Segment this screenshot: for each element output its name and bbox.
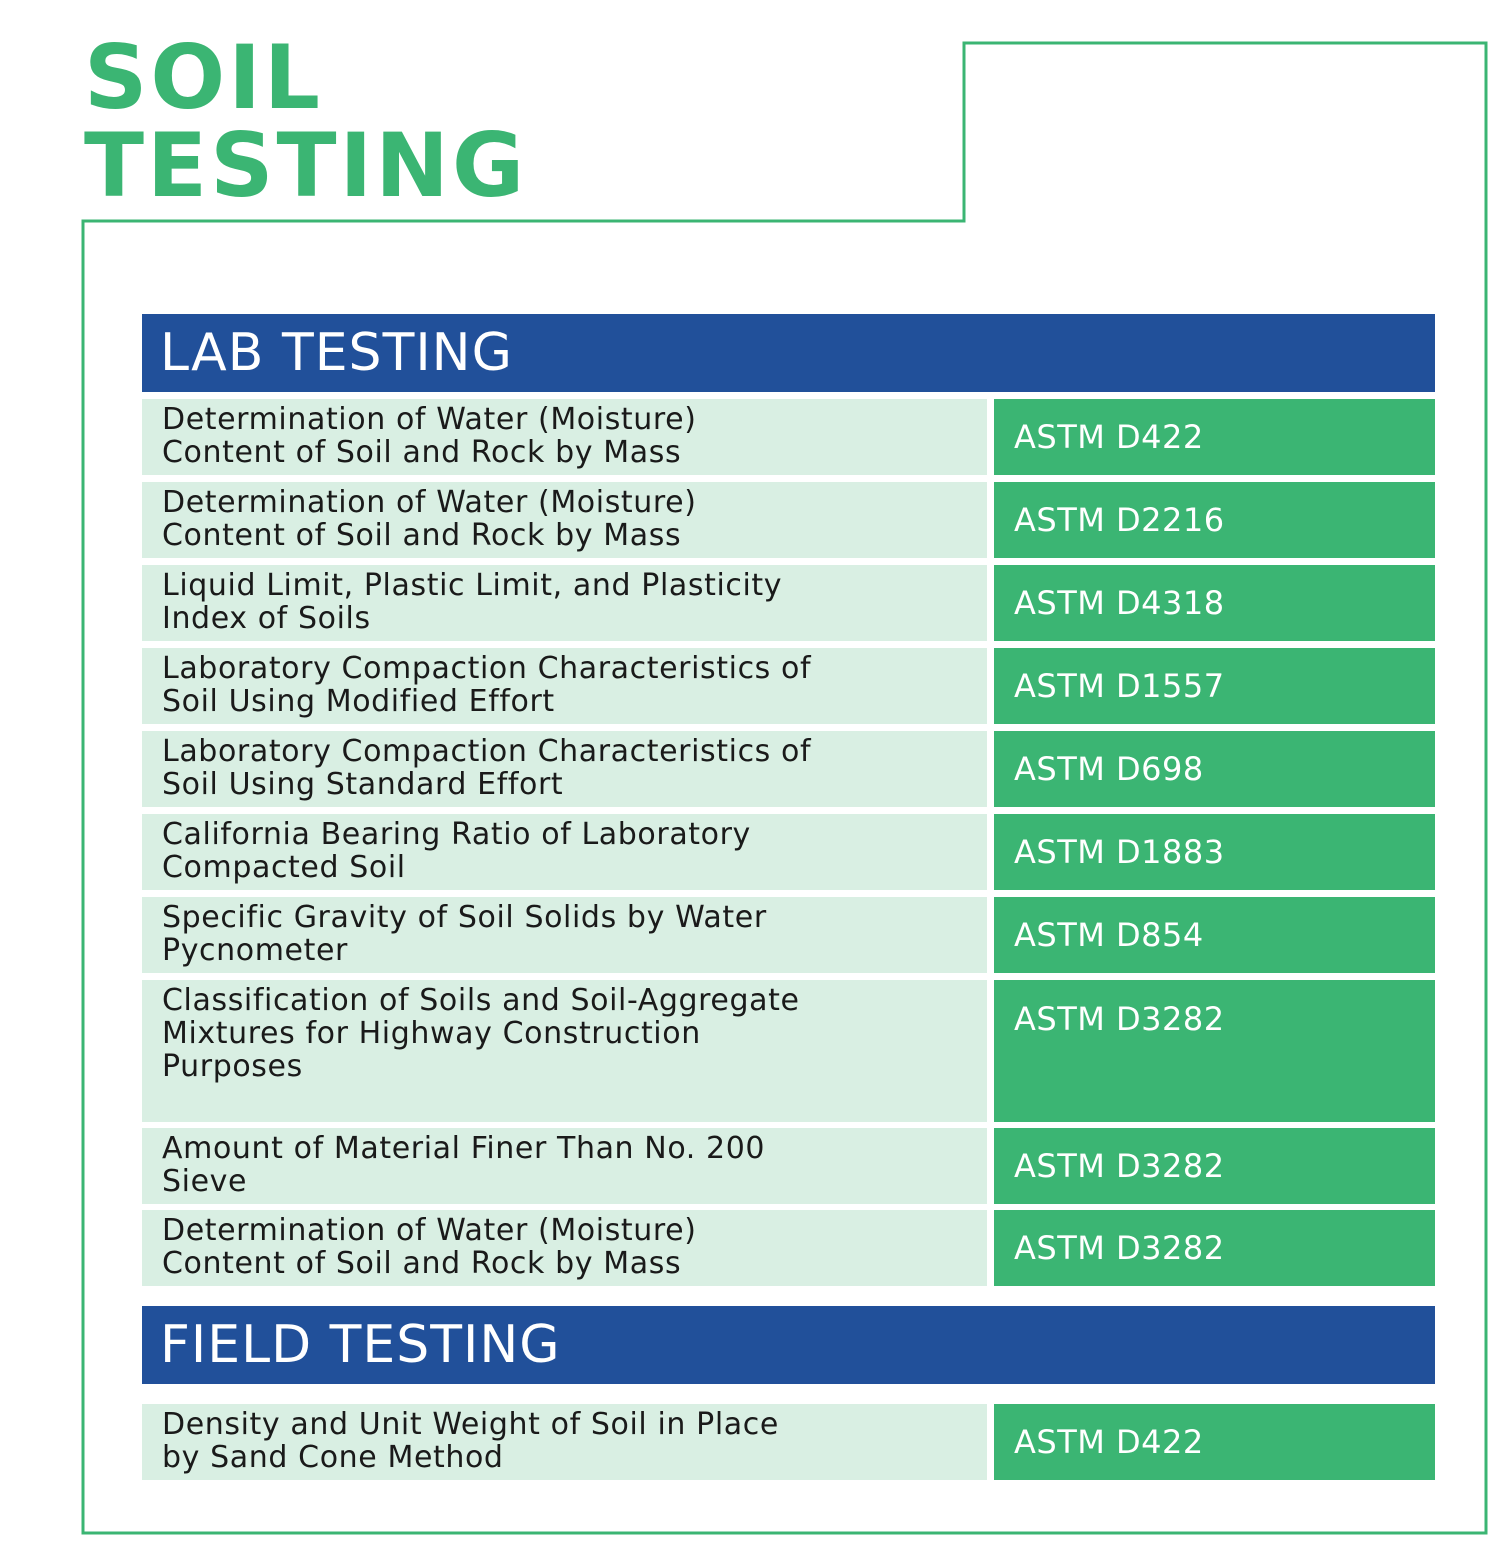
test-description-text: Laboratory Compaction Characteristics of Soil Using Modified Effort [162, 651, 812, 719]
test-description [142, 1404, 987, 1480]
astm-code: ASTM D422 [994, 1404, 1435, 1480]
table-row [142, 1404, 1435, 1480]
table-row [142, 731, 1435, 807]
test-description-text: Specific Gravity of Soil Solids by Water Pycnometer [162, 900, 767, 968]
test-description-text: Determination of Water (Moisture) Content of Soil and Rock by Mass [162, 485, 697, 553]
title-line-2: TESTING [84, 114, 528, 217]
test-description [142, 731, 987, 807]
astm-code: ASTM D698 [994, 731, 1435, 807]
test-description-text: Density and Unit Weight of Soil in Place by Sand Cone Method [162, 1407, 779, 1475]
table-row [142, 814, 1435, 890]
test-description [142, 565, 987, 641]
astm-code: ASTM D854 [994, 897, 1435, 973]
astm-code: ASTM D3282 [994, 1128, 1435, 1204]
table-row [142, 399, 1435, 475]
astm-code: ASTM D1883 [994, 814, 1435, 890]
astm-code: ASTM D422 [994, 399, 1435, 475]
table-row [142, 565, 1435, 641]
test-description [142, 897, 987, 973]
astm-code: ASTM D4318 [994, 565, 1435, 641]
table-row [142, 482, 1435, 558]
test-description-text: Determination of Water (Moisture) Content of Soil and Rock by Mass [162, 1213, 697, 1281]
test-description [142, 1210, 987, 1286]
field-testing-heading: FIELD TESTING [142, 1306, 1435, 1384]
test-description-text: Classification of Soils and Soil-Aggregate Mixtures for Highway Construction Purposes [162, 983, 800, 1084]
test-description-text: Liquid Limit, Plastic Limit, and Plasticity Index of Soils [162, 568, 783, 636]
test-description-text: Laboratory Compaction Characteristics of Soil Using Standard Effort [162, 734, 812, 802]
title-line-1: SOIL [84, 26, 324, 129]
test-description-text: Determination of Water (Moisture) Content of Soil and Rock by Mass [162, 402, 697, 470]
table-row [142, 897, 1435, 973]
page-title [84, 26, 528, 217]
test-description [142, 814, 987, 890]
test-description-text: California Bearing Ratio of Laboratory Compacted Soil [162, 817, 751, 885]
astm-code: ASTM D3282 [994, 1210, 1435, 1286]
test-description [142, 648, 987, 724]
table-row [142, 648, 1435, 724]
test-description [142, 980, 987, 1122]
test-description-text: Amount of Material Finer Than No. 200 Sieve [162, 1131, 766, 1199]
test-description [142, 399, 987, 475]
astm-code: ASTM D3282 [994, 980, 1435, 1122]
table-row [142, 1210, 1435, 1286]
test-description [142, 1128, 987, 1204]
table-row [142, 1128, 1435, 1204]
lab-testing-heading: LAB TESTING [142, 314, 1435, 392]
astm-code: ASTM D2216 [994, 482, 1435, 558]
test-description [142, 482, 987, 558]
astm-code: ASTM D1557 [994, 648, 1435, 724]
table-row [142, 980, 1435, 1122]
